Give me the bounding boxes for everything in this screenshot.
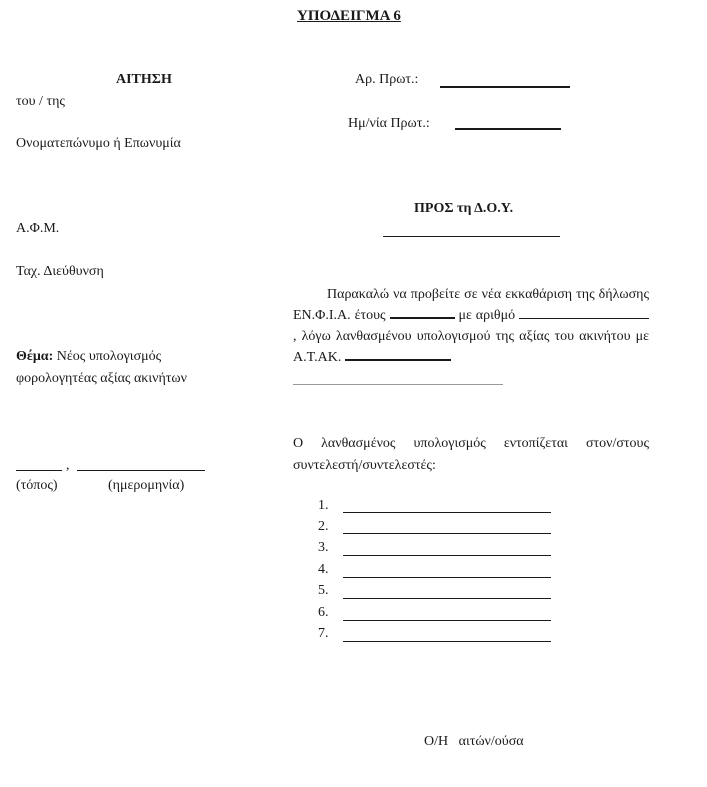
list-item-line bbox=[343, 533, 551, 534]
protocol-date-label: Ημ/νία Πρωτ.: bbox=[348, 116, 430, 131]
place-line bbox=[16, 470, 62, 471]
list-item-line bbox=[343, 555, 551, 556]
declaration-number-blank bbox=[519, 318, 649, 319]
subject-line-2: φορολογητέας αξίας ακινήτων bbox=[16, 371, 187, 386]
year-blank bbox=[390, 317, 455, 319]
address-label: Ταχ. Διεύθυνση bbox=[16, 264, 104, 279]
request-paragraph bbox=[293, 284, 649, 368]
list-item-number: 7. bbox=[318, 626, 329, 641]
date-caption: (ημερομηνία) bbox=[108, 478, 185, 493]
list-item-number: 6. bbox=[318, 605, 329, 620]
list-item-line bbox=[343, 641, 551, 642]
list-item-number: 1. bbox=[318, 498, 329, 513]
signature-label: Ο/Η αιτών/ούσα bbox=[424, 734, 524, 749]
request-text-a: Παρακαλώ να προβείτε σε νέα εκκαθάριση της δήλωσης ΕΝ.Φ.Ι.Α. έτους bbox=[293, 287, 649, 323]
request-text-b: με αριθμό bbox=[458, 308, 516, 323]
request-text-c: , λόγω λανθασμένου υπολογισμού bbox=[293, 329, 491, 344]
atak-blank bbox=[345, 359, 451, 361]
document-title: ΥΠΟΔΕΙΓΜΑ 6 bbox=[297, 8, 401, 24]
afm-label: Α.Φ.Μ. bbox=[16, 221, 60, 236]
application-heading: ΑΙΤΗΣΗ bbox=[116, 72, 172, 87]
fullname-label: Ονοματεπώνυμο ή Επωνυμία bbox=[16, 136, 181, 151]
tax-office-heading: ΠΡΟΣ τη Δ.Ο.Υ. bbox=[414, 201, 514, 216]
protocol-date-line bbox=[455, 128, 561, 130]
place-caption: (τόπος) bbox=[16, 478, 58, 493]
subject-line-1 bbox=[16, 349, 161, 365]
list-item-line bbox=[343, 512, 551, 513]
subject-text-1: Νέος υπολογισμός bbox=[56, 349, 162, 364]
protocol-number-label: Αρ. Πρωτ.: bbox=[355, 72, 419, 87]
protocol-number-line bbox=[440, 86, 570, 88]
list-item-number: 5. bbox=[318, 583, 329, 598]
date-line bbox=[77, 470, 205, 471]
applicant-of-label: του / της bbox=[16, 94, 65, 109]
list-item-number: 4. bbox=[318, 562, 329, 577]
list-item-line bbox=[343, 598, 551, 599]
atak-extra-line bbox=[293, 384, 503, 385]
coefficients-paragraph: Ο λανθασμένος υπολογισμός εντοπίζεται στον/στους συντελεστή/συντελεστές: bbox=[293, 436, 649, 473]
list-item-number: 3. bbox=[318, 540, 329, 555]
subject-label: Θέμα: bbox=[16, 349, 54, 364]
list-item-number: 2. bbox=[318, 519, 329, 534]
tax-office-line bbox=[383, 236, 560, 237]
list-item-line bbox=[343, 620, 551, 621]
request-text-d: της αξίας του ακινήτου με Α.Τ.ΑΚ. bbox=[293, 329, 649, 365]
place-date-comma: , bbox=[66, 458, 70, 473]
list-item-line bbox=[343, 577, 551, 578]
